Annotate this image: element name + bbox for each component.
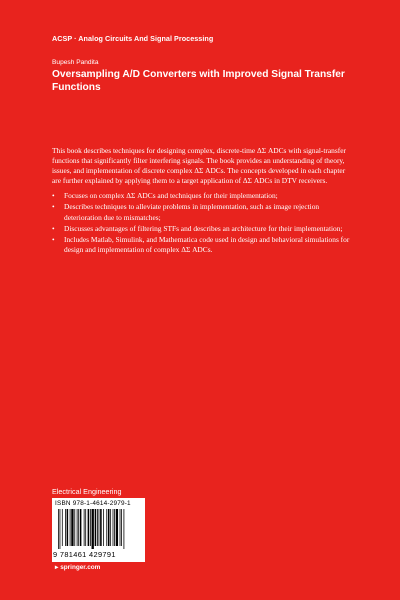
isbn-barcode (52, 498, 145, 562)
barcode-bar (113, 509, 114, 546)
barcode-bar (124, 509, 125, 549)
barcode-bar (71, 509, 73, 546)
feature-list-item (52, 224, 352, 234)
barcode-bar (99, 509, 100, 546)
barcode-bar (77, 509, 78, 546)
barcode-bar (70, 509, 71, 546)
barcode-bar (116, 509, 118, 546)
barcode-bar (60, 509, 61, 549)
feature-text: Focuses on complex ΔΣ ADCs and techniques for their implementation; (64, 191, 278, 201)
feature-text: Describes techniques to alleviate problems in implementation, such as image rejection deterioration due to mismatches; (64, 202, 320, 222)
barcode-bar (95, 509, 97, 546)
barcode-icon (58, 509, 140, 549)
publisher-website[interactable] (55, 563, 100, 571)
barcode-bar (100, 509, 102, 546)
barcode-bar (97, 509, 98, 546)
barcode-bar (106, 509, 107, 546)
barcode-bar (114, 509, 115, 546)
barcode-bar (110, 509, 111, 546)
bullet-icon: • (52, 202, 55, 212)
barcode-bar (84, 509, 85, 546)
bullet-icon: • (52, 191, 55, 201)
feature-list (52, 191, 352, 255)
barcode-bar (88, 509, 90, 546)
bullet-icon: • (52, 223, 55, 233)
barcode-bar (67, 509, 69, 546)
feature-list-item (52, 235, 352, 255)
isbn-label: ISBN 978-1-4614-2979-1 (55, 500, 131, 507)
barcode-bar (62, 509, 63, 546)
barcode-bar (85, 509, 86, 546)
feature-list-item (52, 191, 352, 201)
arrow-right-icon: ▸ (55, 564, 59, 571)
barcode-digits: 9 781461 429791 (53, 550, 116, 559)
feature-list-item (52, 202, 352, 222)
description-paragraph: This book describes techniques for designing complex, discrete-time ΔΣ ADCs with signal-transfer functions that significantly filter interfering signals. The book provides an understanding of theory, issues, and implementation of discrete complex ΔΣ ADCs. The concepts developed in each chapter are further explained by applying them to a target application of ΔΣ ADCs in DTV receivers. (52, 146, 346, 186)
barcode-bar (58, 509, 59, 549)
barcode-bar (103, 509, 104, 546)
barcode-bar (120, 509, 121, 546)
book-title: Oversampling A/D Converters with Improved Signal Transfer Functions (52, 69, 345, 93)
barcode-bar (92, 509, 94, 549)
feature-text: Discusses advantages of filtering STFs and describes an architecture for their implementation; (64, 223, 343, 233)
subject-category: Electrical Engineering (52, 487, 122, 496)
barcode-bar (80, 509, 82, 546)
barcode-bar (74, 509, 75, 546)
barcode-bar (78, 509, 79, 546)
bullet-icon: • (52, 234, 55, 244)
series-name: ACSP · Analog Circuits And Signal Processing (52, 34, 214, 43)
barcode-bar (65, 509, 66, 546)
website-url: springer.com (60, 564, 101, 571)
barcode-bar (108, 509, 110, 546)
feature-text: Includes Matlab, Simulink, and Mathematica code used in design and behavioral simulations for design and implementation of complex ΔΣ ADCs. (64, 234, 350, 254)
barcode-bar (121, 509, 122, 546)
barcode-bar (90, 509, 91, 546)
book-description (52, 146, 352, 256)
author-name: Bupesh Pandita (52, 59, 99, 66)
